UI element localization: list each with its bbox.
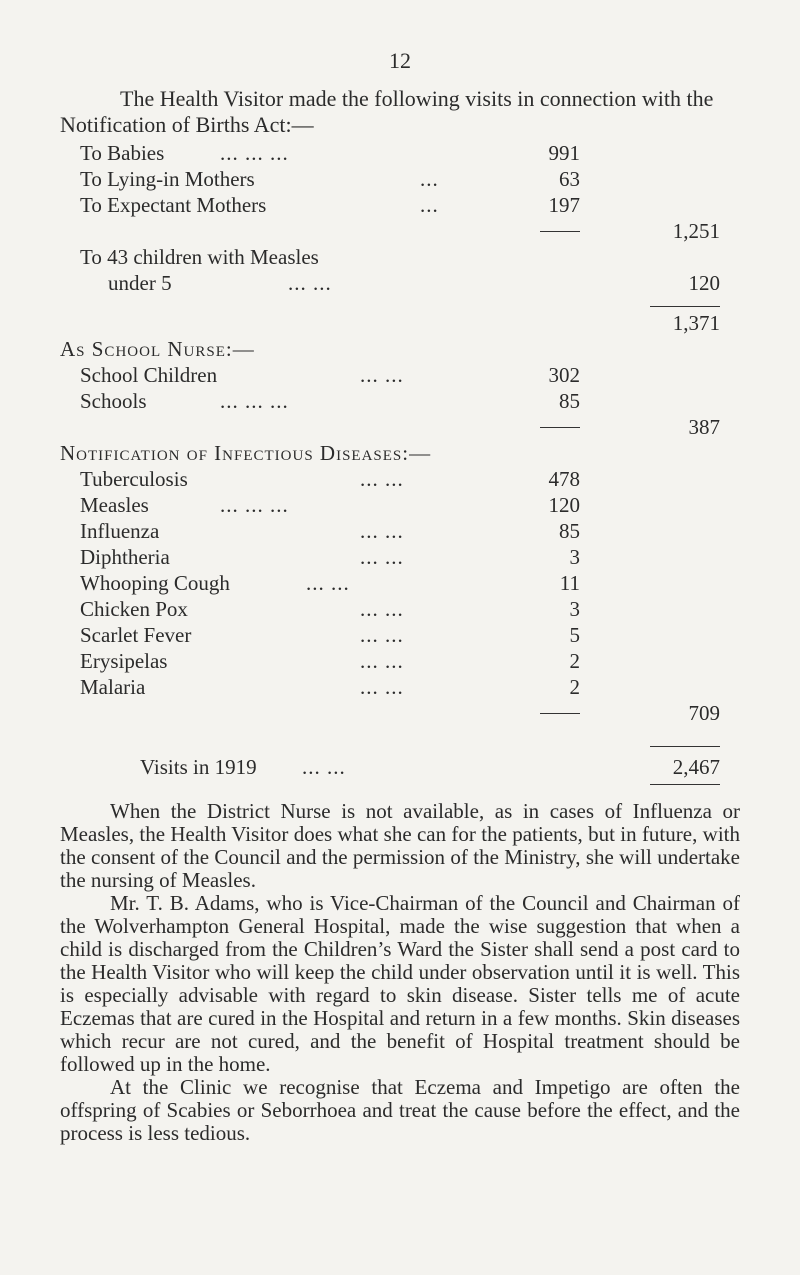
- leader-dots: ... ...: [306, 571, 350, 595]
- row-value: 302: [548, 363, 580, 387]
- table-row: [60, 596, 740, 622]
- row-label: To Babies: [80, 141, 165, 165]
- leader-dots: ...: [420, 193, 439, 217]
- leader-dots: ... ...: [360, 363, 404, 387]
- total-value: 709: [688, 701, 720, 725]
- document-body: [60, 86, 740, 1145]
- row-value: 2: [569, 649, 580, 673]
- row-value: 120: [688, 271, 720, 295]
- paragraph: At the Clinic we recognise that Eczema and Impetigo are often the offspring of Scabies or Seborrhoea and treat the cause before the effect, and the process is less tedious.: [60, 1075, 740, 1145]
- row-label: Scarlet Fever: [80, 623, 192, 647]
- table-row: [60, 192, 740, 218]
- sum-rule: [540, 231, 580, 232]
- row-label: Measles: [80, 493, 149, 517]
- total-row: [60, 414, 740, 440]
- subtotal-value: 1,251: [672, 219, 720, 243]
- row-value: 991: [548, 141, 580, 165]
- leader-dots: ... ...: [360, 597, 404, 621]
- total-row: [60, 700, 740, 726]
- body-paragraphs: [60, 800, 740, 1145]
- leader-dots: ... ...: [360, 675, 404, 699]
- row-value: 120: [548, 493, 580, 517]
- table-row: [60, 518, 740, 544]
- births-section: [60, 140, 740, 336]
- rule-row: [60, 780, 740, 796]
- section-heading: [60, 440, 740, 466]
- row-value: 85: [559, 519, 580, 543]
- infectious-section: [60, 440, 740, 726]
- heading-text: Notification of Infectious Diseases:—: [60, 441, 432, 465]
- leader-dots: ... ...: [302, 755, 346, 779]
- grand-total-row: [60, 754, 740, 780]
- table-row: [60, 362, 740, 388]
- row-label: Chicken Pox: [80, 597, 188, 621]
- paragraph: Mr. T. B. Adams, who is Vice-Chairman of the Council and Chairman of the Wolverhampton General Hospital, made the wise suggestion that when a child is discharged from the Children’s Ward the Sister shall send a post card to the Health Visitor who will keep the child under observation until it is well. This is especially advisable with regard to skin disease. Sister tells me of acute Eczemas that are cured in the Hospital and return in a few months. Skin diseases which recur are not cured, and the benefit of Hospital treatment should be followed up in the home.: [60, 891, 740, 1076]
- sum-rule: [650, 306, 720, 307]
- table-row: [60, 674, 740, 700]
- table-row: [60, 622, 740, 648]
- rule-row: [60, 740, 740, 754]
- table-row: [60, 648, 740, 674]
- heading-text: As School Nurse:—: [60, 337, 255, 361]
- row-value: 5: [569, 623, 580, 647]
- measles-row-line1: [60, 244, 740, 270]
- table-row: [60, 140, 740, 166]
- row-label: under 5: [108, 271, 172, 295]
- row-label: Erysipelas: [80, 649, 168, 673]
- leader-dots: ... ...: [288, 271, 332, 295]
- leader-dots: ... ... ...: [220, 493, 289, 517]
- row-label: To 43 children with Measles: [80, 245, 319, 269]
- table-row: [60, 388, 740, 414]
- visits-total-section: [60, 740, 740, 796]
- total-value: 1,371: [672, 311, 720, 335]
- row-value: 2: [569, 675, 580, 699]
- grand-total-value: 2,467: [672, 755, 720, 779]
- row-label: Visits in 1919: [140, 755, 257, 779]
- row-label: Schools: [80, 389, 147, 413]
- leader-dots: ...: [420, 167, 439, 191]
- sum-rule: [540, 427, 580, 428]
- row-label: Influenza: [80, 519, 160, 543]
- leader-dots: ... ... ...: [220, 141, 289, 165]
- subtotal-row: [60, 218, 740, 244]
- row-value: 85: [559, 389, 580, 413]
- row-label: Tuberculosis: [80, 467, 188, 491]
- leader-dots: ... ...: [360, 623, 404, 647]
- leader-dots: ... ...: [360, 467, 404, 491]
- infectious-rows: [60, 466, 740, 700]
- row-label: To Expectant Mothers: [80, 193, 267, 217]
- table-row: [60, 492, 740, 518]
- row-value: 197: [548, 193, 580, 217]
- row-label: To Lying-in Mothers: [80, 167, 255, 191]
- sum-rule: [540, 713, 580, 714]
- sum-rule: [650, 784, 720, 785]
- leader-dots: ... ...: [360, 545, 404, 569]
- row-label: Diphtheria: [80, 545, 170, 569]
- row-label: Whooping Cough: [80, 571, 230, 595]
- table-row: [60, 166, 740, 192]
- sum-rule: [650, 746, 720, 747]
- total-row: [60, 310, 740, 336]
- row-label: School Children: [80, 363, 218, 387]
- school-section: [60, 336, 740, 440]
- leader-dots: ... ... ...: [220, 389, 289, 413]
- row-label: Malaria: [80, 675, 146, 699]
- rule-row: [60, 296, 740, 310]
- measles-row-line2: [60, 270, 740, 296]
- table-row: [60, 570, 740, 596]
- table-row: [60, 544, 740, 570]
- row-value: 3: [569, 545, 580, 569]
- intro-text: The Health Visitor made the following visits in connection with the Notification of Births Act:—: [60, 86, 714, 137]
- row-value: 11: [559, 571, 580, 595]
- total-value: 387: [688, 415, 720, 439]
- leader-dots: ... ...: [360, 649, 404, 673]
- row-value: 63: [559, 167, 580, 191]
- row-value: 3: [569, 597, 580, 621]
- paragraph: When the District Nurse is not available, as in cases of Influenza or Measles, the Health Visitor does what she can for the patients, but in future, with the consent of the Council and the permission of the Ministry, she will undertake the nursing of Measles.: [60, 799, 740, 892]
- row-value: 478: [548, 467, 580, 491]
- section-heading: [60, 336, 740, 362]
- leader-dots: ... ...: [360, 519, 404, 543]
- table-row: [60, 466, 740, 492]
- page-number: 12: [389, 48, 411, 73]
